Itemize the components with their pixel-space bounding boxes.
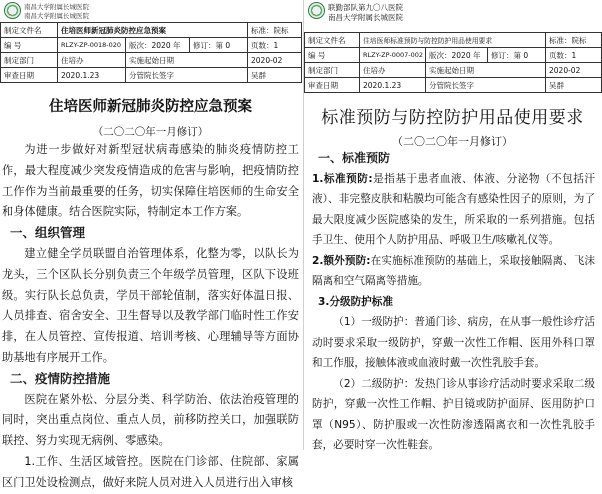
meta-value: 住培办 <box>58 53 126 68</box>
left-body <box>2 140 299 494</box>
hospital-logo-icon <box>308 2 325 19</box>
meta-label: 审查日期 <box>305 78 360 93</box>
paragraph: （1）一级防护：普通门诊、病房，在从事一般性诊疗活动时要求采取一级防护，穿戴一次性工作帽、医用外科口罩和工作服，接触体液或血液时戴一次性乳胶手套。 <box>312 316 595 369</box>
right-body <box>312 148 595 456</box>
paragraph-label: 1.标准预防: <box>312 172 373 185</box>
meta-value: 住培医师标准预防与防控防护用品使用要求 <box>360 33 546 48</box>
meta-value: 修订：第 0 <box>190 38 248 53</box>
meta-value: 吴群 <box>546 78 602 93</box>
paragraph: 为进一步做好对新型冠状病毒感染的肺炎疫情防控工作，最大程度减少突发疫情造成的危害与影响，把疫情防控工作作为当前最重要的任务，切实保障住培医师的生命安全和身体健康。结合医院实际，特制定本工作方案。 <box>2 143 299 219</box>
meta-value: 版次：2020 年 <box>426 48 488 63</box>
meta-value: 2020.1.23 <box>360 78 426 93</box>
meta-value: 住培办 <box>360 63 426 78</box>
right-header-line1: 联勤部队第九〇八医院 <box>328 3 403 12</box>
meta-value: 页数：1 <box>546 48 602 63</box>
left-revision-note: （二〇二〇年一月修订） <box>92 126 209 138</box>
section-heading: 一、标准预防 <box>318 151 391 165</box>
meta-label: 制定文件名 <box>1 23 58 38</box>
meta-label: 编 号 <box>305 48 360 63</box>
meta-value: 标准：院标 <box>248 23 302 38</box>
left-meta-table <box>0 22 302 83</box>
meta-value: 住培医师新冠肺炎防控应急预案 <box>58 23 248 38</box>
meta-label: 编 号 <box>1 38 58 53</box>
paragraph <box>312 169 595 251</box>
meta-value: 2020-02 <box>248 53 302 68</box>
right-document-title: 标准预防与防控防护用品使用要求 <box>321 108 584 128</box>
meta-value: 版次：2020 年 <box>126 38 190 53</box>
left-header-line2: 南昌大学附属长城医院 <box>24 12 89 20</box>
meta-label: 实施起始日期 <box>126 53 248 68</box>
document-right <box>303 0 601 450</box>
meta-label: 审查日期 <box>1 68 58 83</box>
paragraph-text: 是指基于患者血液、体液、分泌物（不包括汗液）、非完整皮肤和粘膜均可能含有感染性因子的原则，为了最大限度减少医院感染的发生，所采取的一系列措施。包括手卫生、使用个人防护用品、呼吸卫生/咳嗽礼仪等。 <box>312 172 596 246</box>
meta-label: 分管院长签字 <box>426 78 546 93</box>
meta-label: 制定部门 <box>1 53 58 68</box>
meta-value: RLZY-ZP-0007-002 <box>360 48 426 63</box>
meta-value: 吴群 <box>248 68 302 83</box>
document-left <box>0 0 301 489</box>
meta-value: 2020-02 <box>546 63 602 78</box>
section-heading: 一、组织管理 <box>10 225 86 241</box>
meta-label: 制定文件名 <box>305 33 360 48</box>
paragraph-text: 在实施标准预防的基础上，采取接触隔离、飞沫隔离和空气隔离等措施。 <box>312 254 595 287</box>
paragraph: 建立健全学员联盟自治管理体系，化整为零，以队长为龙头，三个区队长分别负责三个年级学员管理，区队下设班级。实行队长总负责，学员干部轮值制，落实好体温日报、人员排查、宿舍安全、卫生督导以及教学部门临时性工作安排，在人员管控、宣传报道、培训考核、心理辅导等方面协助基地有序展开工作。 <box>2 246 299 364</box>
right-header <box>304 0 601 22</box>
right-header-line2: 南昌大学附属长城医院 <box>328 13 403 22</box>
right-meta-table <box>304 32 602 93</box>
left-header <box>0 0 301 22</box>
meta-label: 实施起始日期 <box>426 63 546 78</box>
paragraph: （2）二级防护：发热门诊从事诊疗活动时要求采取二级防护，穿戴一次性工作帽、护目镜或防护面屏、医用防护口罩（N95）、防护服或一次性防渗透隔离衣和一次性乳胶手套，必要时穿一次性鞋套。 <box>312 377 595 451</box>
subsection-heading: 3.分级防护标准 <box>318 295 393 308</box>
meta-value: RLZY-ZP-0018-020 <box>58 38 126 53</box>
meta-value: 修订：第 0 <box>488 48 546 63</box>
paragraph: 医院在紧外松、分层分类、科学防治、依法治疫管理的同时，突出重点岗位、重点人员，前移防控关口，加强联防联控、努力实现无病例、零感染。 <box>2 392 299 448</box>
left-document-title: 住培医师新冠肺炎防控应急预案 <box>49 98 252 115</box>
meta-value: 页数：1 <box>248 38 302 53</box>
hospital-logo-icon <box>4 2 21 19</box>
meta-label: 制定部门 <box>305 63 360 78</box>
meta-value: 2020.1.23 <box>58 68 126 83</box>
left-header-line1: 南昌大学附属长城医院 <box>24 3 89 11</box>
right-revision-note: （二〇二〇年一月修订） <box>392 135 513 148</box>
paragraph: 1.工作、生活区域管控。医院在门诊部、住院部、家属区门卫处设检测点，做好来院人员对进入人员进行出入审核 <box>2 454 299 489</box>
paragraph-label: 2.额外预防: <box>312 254 371 267</box>
meta-label: 分管院长签字 <box>126 68 248 83</box>
paragraph <box>312 251 595 292</box>
section-heading: 二、疫情防控措施 <box>10 370 111 386</box>
meta-value: 标准：院标 <box>546 33 602 48</box>
